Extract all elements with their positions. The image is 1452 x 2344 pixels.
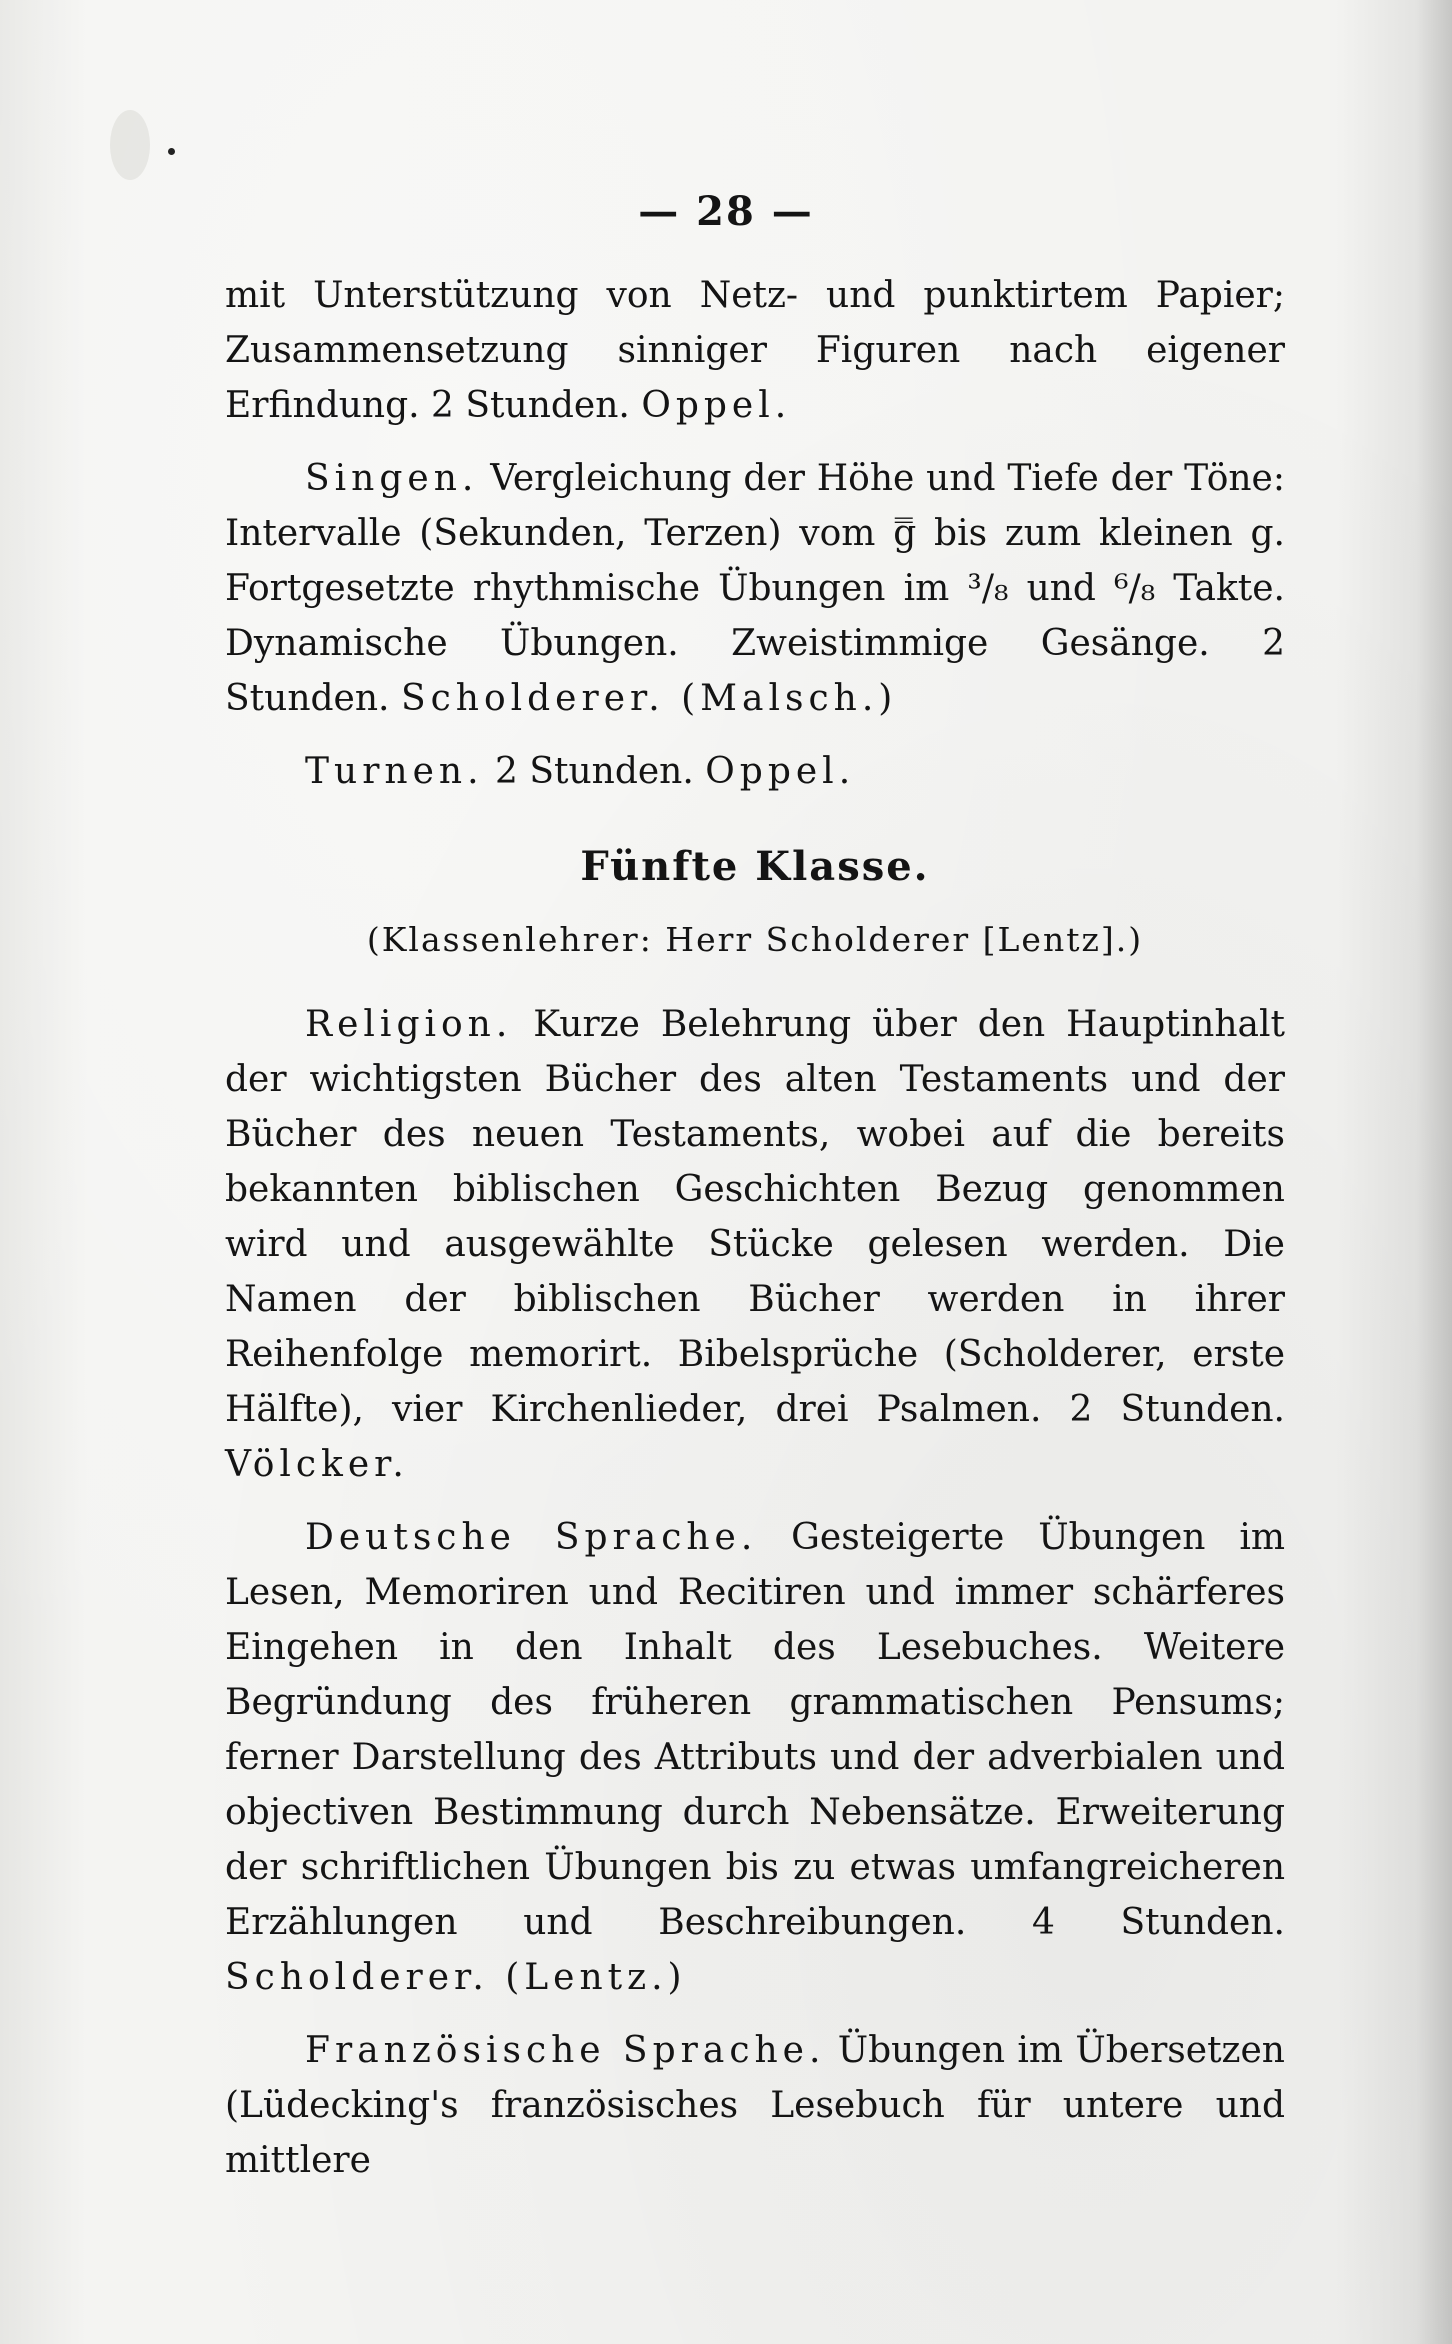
subject-title: Turnen. <box>305 751 484 792</box>
paragraph-text: 2 Stunden. <box>494 751 694 792</box>
teacher-name: Scholderer. (Lentz.) <box>225 1957 687 1998</box>
ink-dot <box>168 148 175 155</box>
teacher-name: Völcker. <box>225 1444 409 1485</box>
subject-title: Singen. <box>305 458 479 499</box>
paragraph-text: Gesteigerte Übungen im Lesen, Memoriren und Recitiren und immer schärferes Eingehen in den Inhalt des Lesebuches. Weitere Begründung des früheren grammatischen Pensums; ferner Darstellung des Attributs und der adverbialen und objectiven Bestimmung durch Nebensätze. Erweiterung der schriftlichen Übungen bis zu etwas umfangreicheren Erzählungen und Beschreibungen. 4 Stunden. <box>225 1517 1285 1943</box>
page-edge-shadow <box>1416 0 1452 2344</box>
paragraph-franzoesisch <box>225 2023 1285 2188</box>
paragraph-deutsch <box>225 1510 1285 2005</box>
teacher-name: Oppel. <box>641 385 792 426</box>
paragraph-text: mit Unterstützung von Netz- und punktirtem Papier; Zusammensetzung sinniger Figuren nach eigener Erfindung. 2 Stunden. <box>225 275 1285 426</box>
paragraph-text: Vergleichung der Höhe und Tiefe der Töne: Intervalle (Sekunden, Terzen) vom g̿ bis zum kleinen g. Fortgesetzte rhythmische Übungen im ³/₈ und ⁶/₈ Takte. Dynamische Übungen. Zweistimmige Gesänge. 2 Stunden. <box>225 458 1285 719</box>
teacher-name: Scholderer. (Malsch.) <box>400 678 898 719</box>
paragraph-singen <box>225 451 1285 726</box>
teacher-name: Oppel. <box>705 751 856 792</box>
page-number: — 28 — <box>638 188 814 235</box>
section-heading: Fünfte Klasse. <box>580 843 930 890</box>
subject-title: Religion. <box>305 1004 513 1045</box>
paragraph-text: Übungen im Übersetzen (Lüdecking's französisches Lesebuch für untere und mittlere <box>225 2030 1285 2181</box>
paragraph-zeichnen-continuation <box>225 268 1285 433</box>
section-subheading: (Klassenlehrer: Herr Scholderer [Lentz].) <box>366 920 1144 959</box>
page-body <box>225 268 1285 2206</box>
subject-title: Französische Sprache. <box>305 2030 826 2071</box>
paper-stain <box>110 110 150 180</box>
paragraph-text: Kurze Belehrung über den Hauptinhalt der wichtigsten Bücher des alten Testaments und der Bücher des neuen Testaments, wobei auf die bereits bekannten biblischen Geschichten Bezug genommen wird und ausgewählte Stücke gelesen werden. Die Namen der biblischen Bücher werden in ihrer Reihenfolge memorirt. Bibelsprüche (Scholderer, erste Hälfte), vier Kirchenlieder, drei Psalmen. 2 Stunden. <box>225 1004 1285 1430</box>
subject-title: Deutsche Sprache. <box>305 1517 758 1558</box>
paragraph-turnen <box>225 744 1285 799</box>
paragraph-religion <box>225 997 1285 1492</box>
